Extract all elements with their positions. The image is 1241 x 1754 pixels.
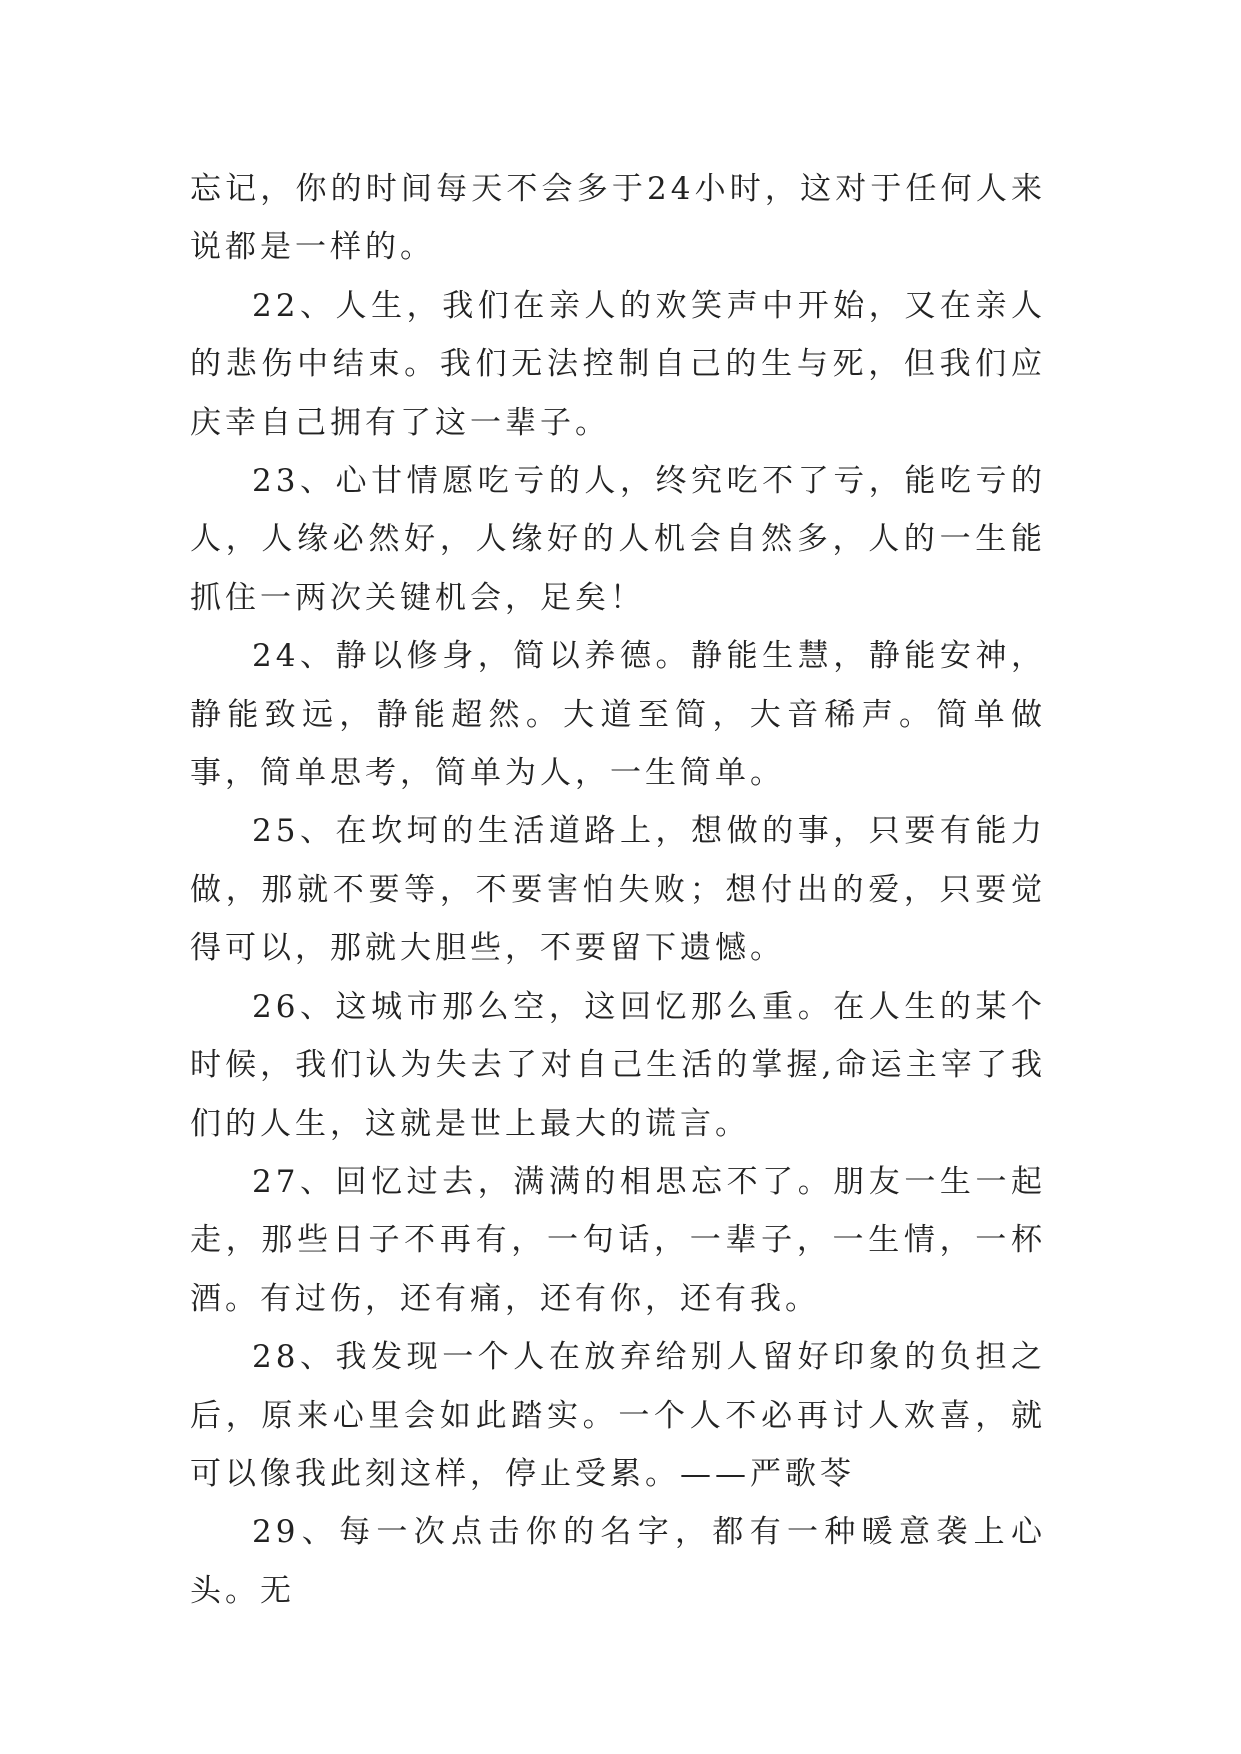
paragraph-25: 25、在坎坷的生活道路上，想做的事，只要有能力做，那就不要等，不要害怕失败；想付出的爱，只要觉得可以，那就大胆些，不要留下遗憾。 <box>190 813 1046 967</box>
document-body <box>190 160 1046 1620</box>
paragraph-28: 28、我发现一个人在放弃给别人留好印象的负担之后，原来心里会如此踏实。一个人不必再讨人欢喜，就可以像我此刻这样，停止受累。——严歌苓 <box>190 1339 1046 1492</box>
paragraph-27: 27、回忆过去，满满的相思忘不了。朋友一生一起走，那些日子不再有，一句话，一辈子，一生情，一杯酒。有过伤，还有痛，还有你，还有我。 <box>190 1163 1046 1317</box>
paragraph-24: 24、静以修身，简以养德。静能生慧，静能安神，静能致远，静能超然。大道至简，大音稀声。简单做事，简单思考，简单为人，一生简单。 <box>190 638 1046 792</box>
paragraph-continuation: 忘记，你的时间每天不会多于24小时，这对于任何人来说都是一样的。 <box>190 171 1046 266</box>
paragraph-26: 26、这城市那么空，这回忆那么重。在人生的某个时候，我们认为失去了对自己生活的掌握,命运主宰了我们的人生，这就是世上最大的谎言。 <box>190 988 1046 1142</box>
paragraph-29: 29、每一次点击你的名字，都有一种暖意袭上心头。无 <box>190 1514 1046 1609</box>
paragraph-23: 23、心甘情愿吃亏的人，终究吃不了亏，能吃亏的人，人缘必然好，人缘好的人机会自然多，人的一生能抓住一两次关键机会，足矣！ <box>190 463 1046 616</box>
paragraph-22: 22、人生，我们在亲人的欢笑声中开始，又在亲人的悲伤中结束。我们无法控制自己的生与死，但我们应庆幸自己拥有了这一辈子。 <box>190 287 1046 441</box>
